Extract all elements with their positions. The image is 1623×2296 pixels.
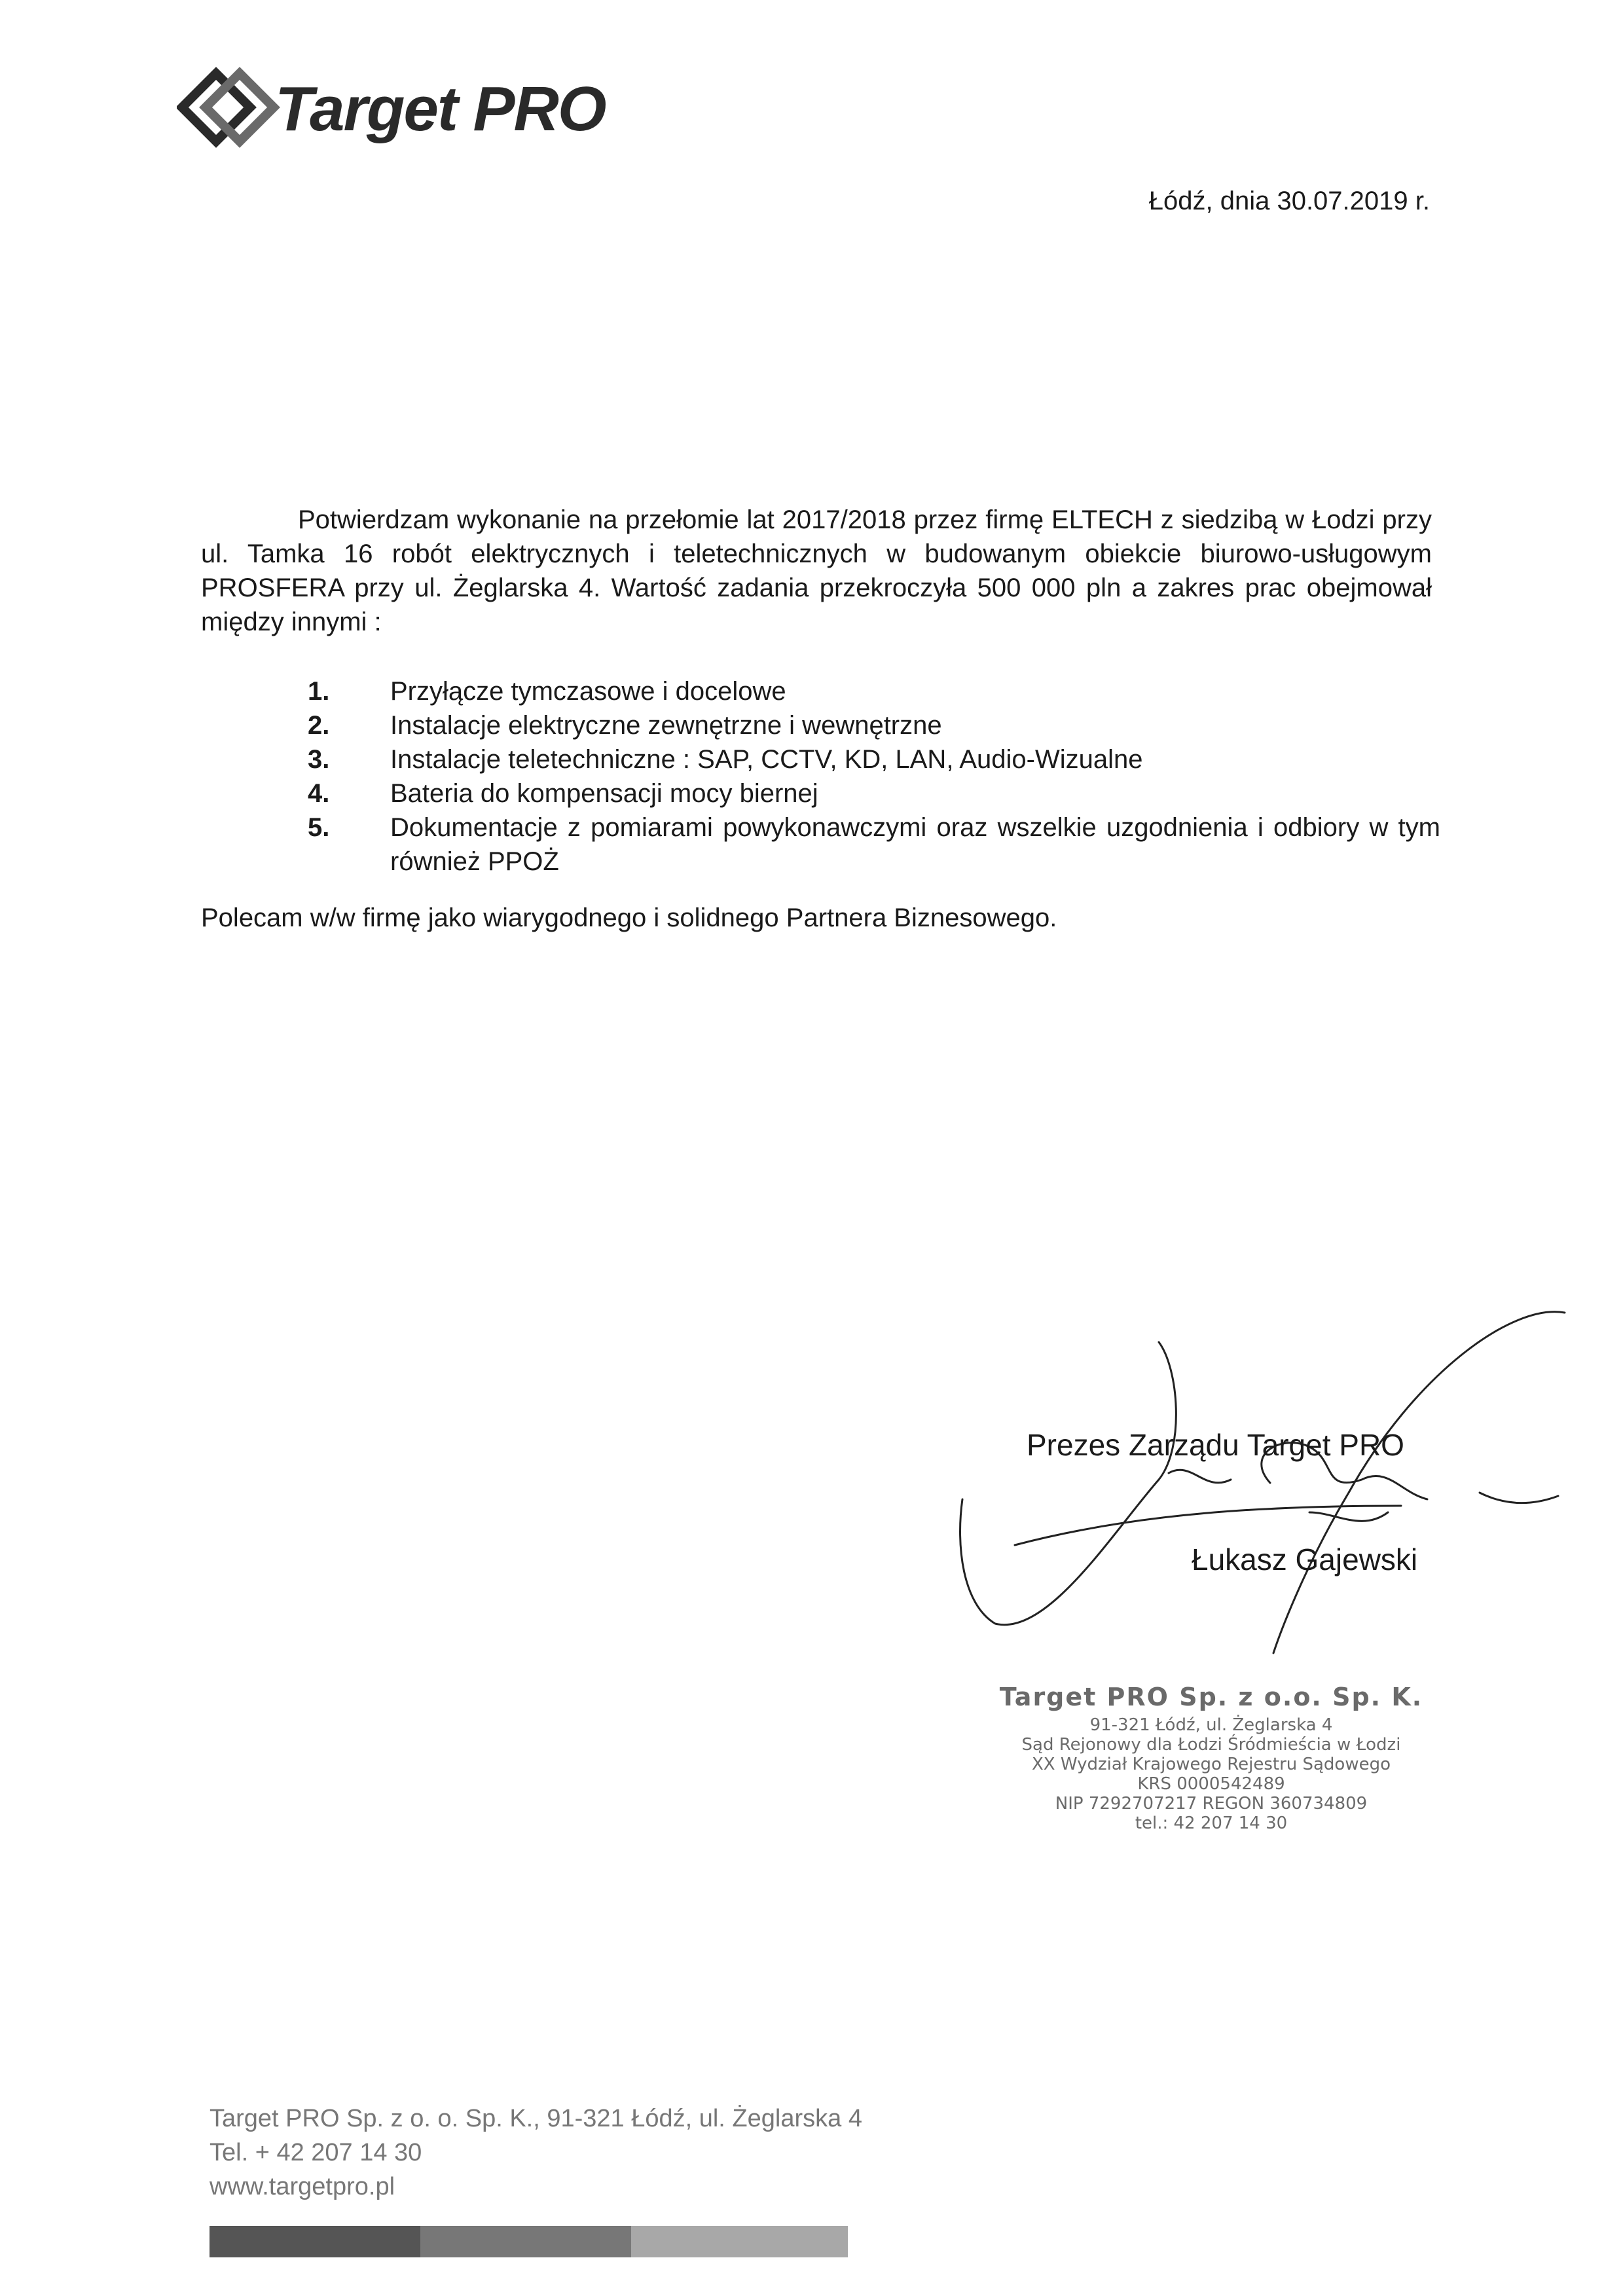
- stamp-krs: KRS 0000542489: [1137, 1774, 1285, 1794]
- stamp-nip-regon: NIP 7292707217 REGON 360734809: [1055, 1794, 1368, 1813]
- signer-title: Prezes Zarządu Target PRO: [1027, 1428, 1404, 1462]
- list-item-number: 2.: [308, 711, 330, 740]
- footer-bar-segment: [210, 2226, 420, 2257]
- signer-name: Łukasz Gajewski: [1192, 1542, 1418, 1576]
- list-item-number: 4.: [308, 779, 330, 808]
- list-item: [308, 811, 1440, 879]
- list-item: [308, 742, 1440, 776]
- letter-paragraph: Potwierdzam wykonanie na przełomie lat 2017/2018 przez firmę ELTECH z siedzibą w Łodzi przy ul. Tamka 16 robót elektrycznych i teletechnicznych w budowanym obiekcie biurowo-usługowym PROSFERA przy ul. Żeglarska 4. Wartość zadania przekroczyła 500 000 pln a zakres prac obejmował między innymi :: [201, 505, 1432, 636]
- handwritten-signature: [943, 1296, 1571, 1663]
- company-logo: [177, 65, 606, 151]
- logo-text: Target PRO: [275, 74, 606, 144]
- list-item-number: 1.: [308, 677, 330, 706]
- letter-date: Łódź, dnia 30.07.2019 r.: [1148, 187, 1430, 215]
- recommendation-text: Polecam w/w firmę jako wiarygodnego i solidnego Partnera Biznesowego.: [201, 903, 1057, 932]
- footer-website: www.targetpro.pl: [210, 2173, 395, 2200]
- list-item: [308, 776, 1440, 811]
- footer-bar-segment: [631, 2226, 848, 2257]
- list-item-text: Instalacje teletechniczne : SAP, CCTV, KD, LAN, Audio-Wizualne: [390, 745, 1143, 774]
- list-item-text: Bateria do kompensacji mocy biernej: [390, 779, 818, 808]
- diamond-logo-icon: [177, 65, 282, 151]
- stamp-address: 91-321 Łódź, ul. Żeglarska 4: [1089, 1715, 1333, 1735]
- footer: [210, 2102, 862, 2204]
- list-item-number: 3.: [308, 745, 330, 774]
- list-item-number: 5.: [308, 813, 330, 842]
- stamp-phone: tel.: 42 207 14 30: [1135, 1813, 1288, 1833]
- list-item: [308, 708, 1440, 742]
- stamp-registry: XX Wydział Krajowego Rejestru Sądowego: [1031, 1755, 1391, 1774]
- footer-address: Target PRO Sp. z o. o. Sp. K., 91-321 Łódź, ul. Żeglarska 4: [210, 2105, 862, 2132]
- list-item-text: Przyłącze tymczasowe i docelowe: [390, 677, 786, 706]
- list-item-text: Dokumentacje z pomiarami powykonawczymi oraz wszelkie uzgodnienia i odbiory w tym również PPOŻ: [390, 813, 1440, 876]
- footer-color-bar: [210, 2226, 848, 2257]
- list-item-text: Instalacje elektryczne zewnętrzne i wewnętrzne: [390, 711, 942, 740]
- scope-list: [308, 674, 1440, 879]
- footer-bar-segment: [420, 2226, 631, 2257]
- stamp-court: Sąd Rejonowy dla Łodzi Śródmieścia w Łodzi: [1021, 1735, 1401, 1755]
- footer-phone: Tel. + 42 207 14 30: [210, 2139, 422, 2166]
- stamp-company-name: Target PRO Sp. z o.o. Sp. K.: [999, 1683, 1423, 1711]
- list-item: [308, 674, 1440, 708]
- company-stamp: [982, 1683, 1440, 1833]
